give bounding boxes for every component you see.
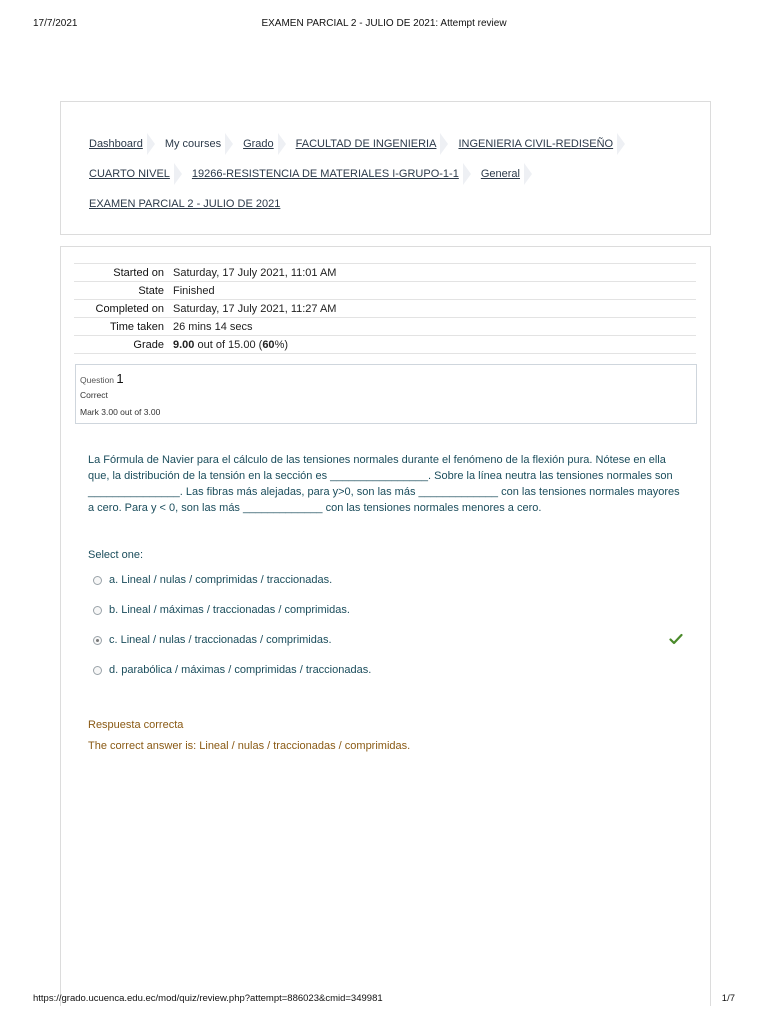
- breadcrumb-course-link[interactable]: 19266-RESISTENCIA DE MATERIALES I-GRUPO-1-1: [191, 168, 459, 180]
- grade-mid: out of 15.00 (: [194, 338, 263, 351]
- summary-label: State: [138, 284, 164, 297]
- breadcrumb-separator-icon: [524, 163, 533, 185]
- breadcrumb-grado-link[interactable]: Grado: [243, 138, 274, 150]
- answer-label: a. Lineal / nulas / comprimidas / traccionadas.: [109, 574, 333, 586]
- question-mark: Mark 3.00 out of 3.00: [80, 407, 161, 417]
- answer-option-b[interactable]: [93, 595, 683, 625]
- breadcrumb-my-courses: My courses: [164, 138, 222, 150]
- answer-option-c[interactable]: [93, 625, 683, 655]
- breadcrumb-separator-icon: [147, 133, 156, 155]
- summary-value: Saturday, 17 July 2021, 11:01 AM: [173, 266, 337, 279]
- summary-value: 26 mins 14 secs: [173, 320, 253, 333]
- breadcrumb-cuarto-nivel-link[interactable]: CUARTO NIVEL: [89, 168, 170, 180]
- feedback-correct-answer: The correct answer is: Lineal / nulas / traccionadas / comprimidas.: [88, 740, 411, 752]
- grade-percent: 60: [262, 338, 275, 351]
- grade-label: Grade: [133, 338, 164, 351]
- table-row: [74, 282, 696, 300]
- summary-value: Saturday, 17 July 2021, 11:27 AM: [173, 302, 337, 315]
- grade-end: %): [274, 338, 289, 351]
- attempt-summary-table: [74, 263, 696, 354]
- summary-label: Started on: [113, 266, 164, 279]
- table-row: [74, 336, 696, 354]
- answer-option-a[interactable]: [93, 565, 683, 595]
- print-header: [0, 18, 768, 32]
- breadcrumb-line-2: [89, 159, 689, 189]
- grade-value: [173, 336, 696, 354]
- breadcrumb-separator-icon: [174, 163, 183, 185]
- answer-options: [93, 565, 683, 685]
- answer-label: c. Lineal / nulas / traccionadas / comprimidas.: [109, 634, 332, 646]
- summary-label: Completed on: [95, 302, 164, 315]
- breadcrumb-dashboard-link[interactable]: Dashboard: [89, 138, 143, 150]
- table-row: [74, 318, 696, 336]
- print-title: EXAMEN PARCIAL 2 - JULIO DE 2021: Attempt review: [261, 18, 507, 29]
- table-row: [74, 300, 696, 318]
- breadcrumb-separator-icon: [617, 133, 626, 155]
- question-state: Correct: [80, 390, 108, 400]
- breadcrumb-line-3: [89, 189, 689, 219]
- question-info-box: [75, 364, 697, 424]
- radio-button[interactable]: [93, 666, 102, 675]
- grade-score: 9.00: [173, 338, 195, 351]
- feedback-result: Respuesta correcta: [88, 719, 184, 731]
- print-page-number: 1/7: [721, 993, 735, 1004]
- breadcrumb-exam-link[interactable]: EXAMEN PARCIAL 2 - JULIO DE 2021: [89, 198, 281, 210]
- breadcrumb-facultad-link[interactable]: FACULTAD DE INGENIERIA: [295, 138, 437, 150]
- radio-button-selected[interactable]: [93, 636, 102, 645]
- print-date: 17/7/2021: [33, 18, 78, 29]
- answer-option-d[interactable]: [93, 655, 683, 685]
- question-text: La Fórmula de Navier para el cálculo de las tensiones normales durante el fenómeno de la flexión pura. Nótese en ella que, la distribución de la tensión en la sección es ________________. Sobre la línea neutra las tensiones normales son _______________. Las fibras más alejadas, para y>0, son las más _____________ con las tensiones normales mayores a cero. Para y < 0, son las más _____________ con las tensiones normales menores a cero.: [88, 454, 680, 514]
- print-footer: [0, 993, 768, 1007]
- answer-label: b. Lineal / máximas / traccionadas / comprimidas.: [109, 604, 350, 616]
- answer-label: d. parabólica / máximas / comprimidas / traccionadas.: [109, 664, 372, 676]
- checkmark-icon: [669, 633, 683, 645]
- breadcrumb: [60, 101, 711, 235]
- radio-button[interactable]: [93, 606, 102, 615]
- table-row: [74, 264, 696, 282]
- breadcrumb-separator-icon: [463, 163, 472, 185]
- radio-button[interactable]: [93, 576, 102, 585]
- breadcrumb-separator-icon: [225, 133, 234, 155]
- select-one-prompt: Select one:: [88, 549, 144, 561]
- breadcrumb-line-1: [89, 129, 689, 159]
- question-number: Question 1: [80, 371, 124, 386]
- breadcrumb-general-link[interactable]: General: [480, 168, 520, 180]
- attempt-review-panel: [60, 246, 711, 1006]
- question-feedback: [88, 717, 410, 759]
- breadcrumb-ingenieria-civil-link[interactable]: INGENIERIA CIVIL-REDISEÑO: [458, 138, 614, 150]
- breadcrumb-separator-icon: [440, 133, 449, 155]
- print-url: https://grado.ucuenca.edu.ec/mod/quiz/review.php?attempt=886023&cmid=349981: [33, 993, 383, 1004]
- summary-label: Time taken: [109, 320, 164, 333]
- summary-value: Finished: [173, 284, 215, 297]
- breadcrumb-separator-icon: [278, 133, 287, 155]
